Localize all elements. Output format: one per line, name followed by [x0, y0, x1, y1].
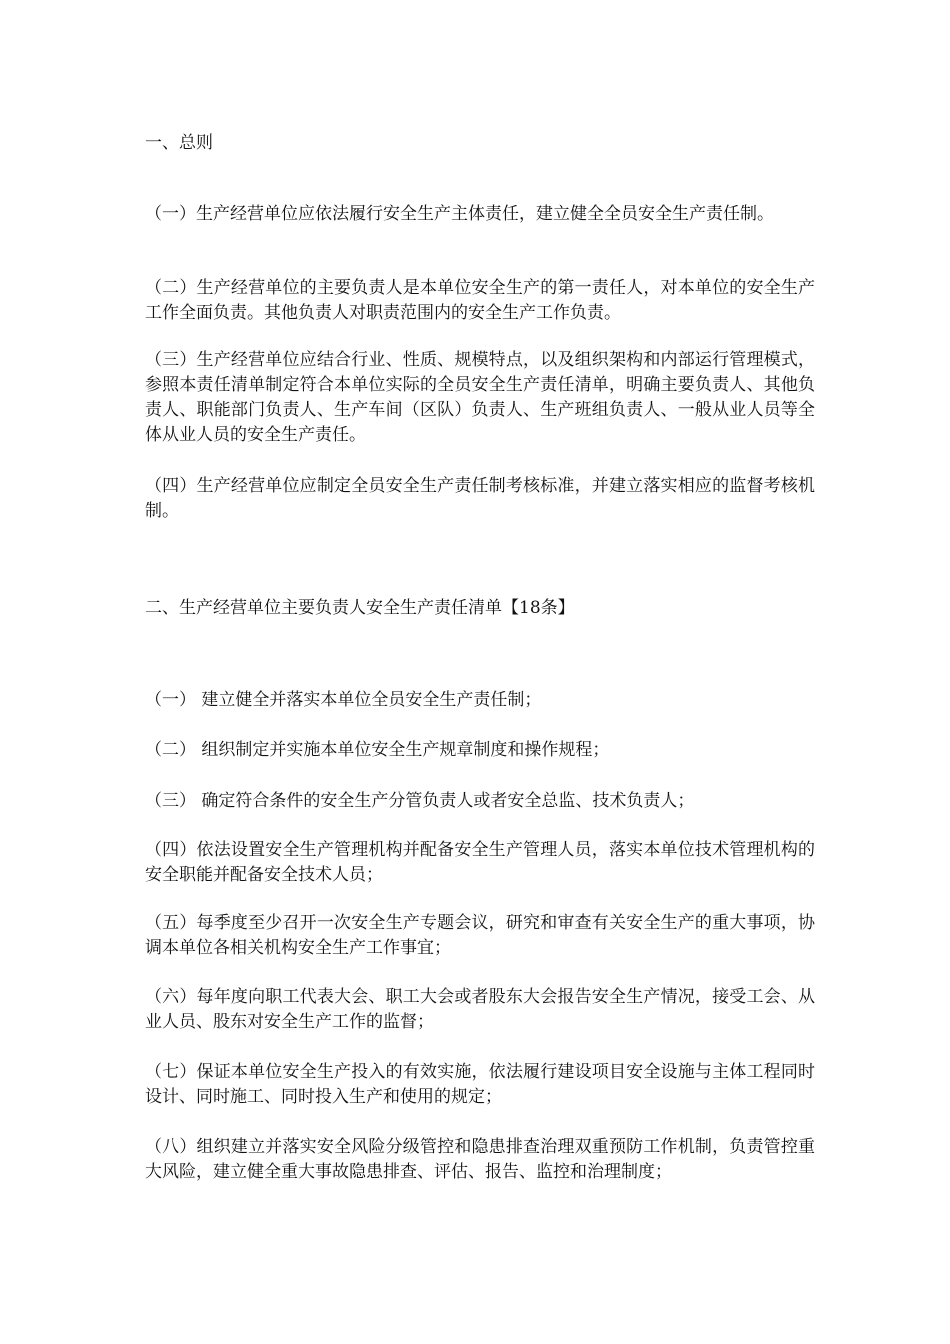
- duty-item-5: （五）每季度至少召开一次安全生产专题会议，研究和审查有关安全生产的重大事项，协调本单位各相关机构安全生产工作事宜；: [145, 913, 815, 958]
- duty-item-6: （六）每年度向职工代表大会、职工大会或者股东大会报告安全生产情况，接受工会、从业人员、股东对安全生产工作的监督；: [145, 987, 815, 1032]
- general-item-2: （二）生产经营单位的主要负责人是本单位安全生产的第一责任人，对本单位的安全生产工作全面负责。其他负责人对职责范围内的安全生产工作负责。: [145, 278, 815, 323]
- general-item-4: （四）生产经营单位应制定全员安全生产责任制考核标准，并建立落实相应的监督考核机制。: [145, 476, 815, 521]
- duty-item-3: （三） 确定符合条件的安全生产分管负责人或者安全总监、技术负责人；: [145, 791, 695, 811]
- duty-item-1: （一） 建立健全并落实本单位全员安全生产责任制；: [145, 690, 542, 710]
- duty-item-4: （四）依法设置安全生产管理机构并配备安全生产管理人员，落实本单位技术管理机构的安全职能并配备安全技术人员；: [145, 840, 815, 885]
- general-item-1: （一）生产经营单位应依法履行安全生产主体责任，建立健全全员安全生产责任制。: [145, 204, 774, 224]
- duty-item-7: （七）保证本单位安全生产投入的有效实施，依法履行建设项目安全设施与主体工程同时设计、同时施工、同时投入生产和使用的规定；: [145, 1062, 815, 1107]
- duty-item-2: （二） 组织制定并实施本单位安全生产规章制度和操作规程；: [145, 740, 610, 760]
- section-heading-general: 一、总则: [145, 133, 213, 153]
- general-item-3: （三）生产经营单位应结合行业、性质、规模特点，以及组织架构和内部运行管理模式，参照本责任清单制定符合本单位实际的全员安全生产责任清单，明确主要负责人、其他负责人、职能部门负责人、生产车间（区队）负责人、生产班组负责人、一般从业人员等全体从业人员的安全生产责任。: [145, 350, 815, 445]
- duty-item-8: （八）组织建立并落实安全风险分级管控和隐患排查治理双重预防工作机制，负责管控重大风险，建立健全重大事故隐患排查、评估、报告、监控和治理制度；: [145, 1137, 815, 1182]
- section-heading-principal-duties: 二、生产经营单位主要负责人安全生产责任清单【18条】: [145, 598, 575, 618]
